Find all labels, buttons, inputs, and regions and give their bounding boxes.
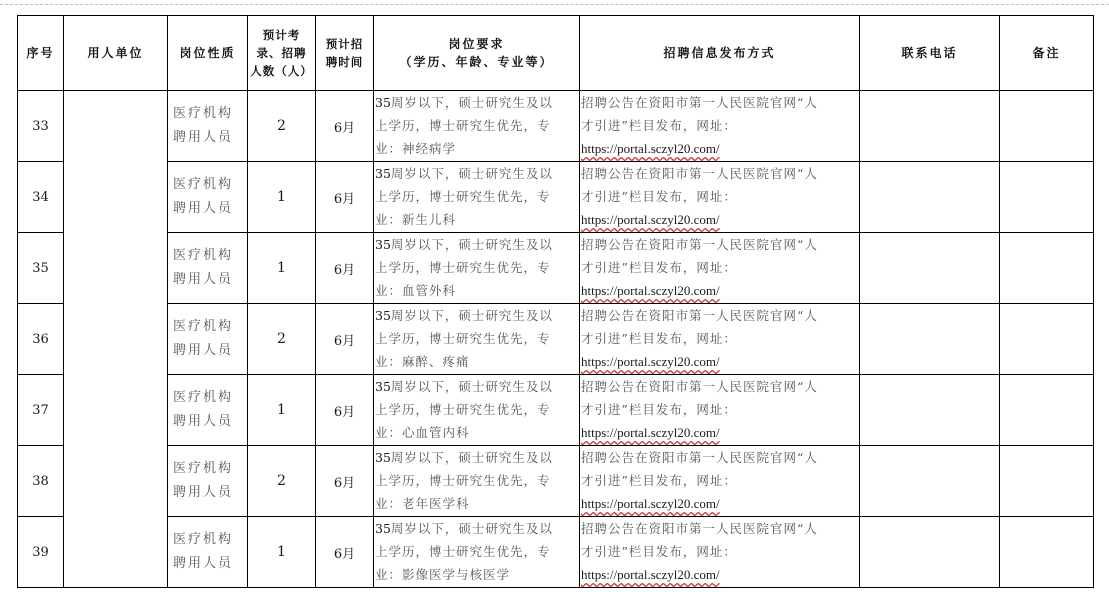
req-line: 业：麻醉、疼痛 — [375, 354, 470, 369]
req-line: 上学历，博士研究生优先，专 — [375, 118, 551, 133]
req-text: 周岁以下，硕士研究生及以 — [390, 521, 553, 536]
row-count: 2 — [248, 91, 316, 162]
portal-url-link[interactable]: https://portal.sczyl20.com/ — [581, 212, 720, 227]
table-row — [18, 91, 1094, 162]
req-text: 周岁以下，硕士研究生及以 — [390, 308, 553, 323]
row-seq: 38 — [18, 446, 64, 517]
header-time-line: 预计招 — [325, 37, 364, 51]
req-text: 周岁以下，硕士研究生及以 — [390, 166, 553, 181]
row-count: 1 — [248, 517, 316, 588]
table-row — [18, 304, 1094, 375]
pub-line: 招聘公告在资阳市第一人民医院官网“人 — [581, 95, 818, 110]
row-remark — [1000, 375, 1094, 446]
req-age: 35 — [375, 95, 391, 110]
req-line: 上学历，博士研究生优先，专 — [375, 260, 551, 275]
row-nature — [168, 233, 248, 304]
row-nature — [168, 304, 248, 375]
employer-cell — [64, 91, 168, 588]
row-remark — [1000, 517, 1094, 588]
row-time: 6月 — [316, 233, 374, 304]
row-phone — [860, 304, 1000, 375]
req-line: 上学历，博士研究生优先，专 — [375, 473, 551, 488]
table-row — [18, 233, 1094, 304]
pub-line: 招聘公告在资阳市第一人民医院官网“人 — [581, 166, 818, 181]
req-line — [375, 91, 579, 114]
nature-line: 聘用人员 — [173, 130, 234, 145]
row-publish — [580, 375, 860, 446]
row-time: 6月 — [316, 304, 374, 375]
header-count — [248, 16, 316, 91]
row-remark — [1000, 91, 1094, 162]
req-age: 35 — [375, 450, 391, 465]
row-publish — [580, 304, 860, 375]
row-requirements — [374, 375, 580, 446]
req-line: 上学历，博士研究生优先，专 — [375, 189, 551, 204]
row-count: 1 — [248, 375, 316, 446]
row-nature — [168, 375, 248, 446]
req-line: 上学历，博士研究生优先，专 — [375, 402, 551, 417]
table-row — [18, 517, 1094, 588]
page-margin-guide — [0, 4, 1109, 5]
req-line — [375, 375, 579, 398]
pub-line: 招聘公告在资阳市第一人民医院官网“人 — [581, 379, 818, 394]
header-nature: 岗位性质 — [168, 16, 248, 91]
row-requirements — [374, 304, 580, 375]
row-nature — [168, 446, 248, 517]
req-text: 周岁以下，硕士研究生及以 — [390, 379, 553, 394]
nature-line: 医疗机构 — [173, 390, 234, 405]
row-seq: 33 — [18, 91, 64, 162]
header-seq: 序号 — [18, 16, 64, 91]
row-count: 2 — [248, 304, 316, 375]
nature-line: 聘用人员 — [173, 343, 234, 358]
pub-line: 招聘公告在资阳市第一人民医院官网“人 — [581, 237, 818, 252]
row-count: 2 — [248, 446, 316, 517]
row-seq: 39 — [18, 517, 64, 588]
req-age: 35 — [375, 166, 391, 181]
table-row — [18, 446, 1094, 517]
row-phone — [860, 446, 1000, 517]
header-time-line: 聘时间 — [325, 55, 364, 69]
req-age: 35 — [375, 308, 391, 323]
row-requirements — [374, 91, 580, 162]
row-nature — [168, 517, 248, 588]
nature-line: 医疗机构 — [173, 461, 234, 476]
row-remark — [1000, 446, 1094, 517]
row-requirements — [374, 446, 580, 517]
req-line: 业：老年医学科 — [375, 496, 470, 511]
pub-line: 才引进”栏目发布，网址： — [581, 473, 737, 488]
row-requirements — [374, 517, 580, 588]
nature-line: 医疗机构 — [173, 532, 234, 547]
row-time: 6月 — [316, 91, 374, 162]
nature-line: 聘用人员 — [173, 485, 234, 500]
row-time: 6月 — [316, 375, 374, 446]
pub-line: 才引进”栏目发布，网址： — [581, 544, 737, 559]
nature-line: 医疗机构 — [173, 106, 234, 121]
req-line: 业：新生儿科 — [375, 212, 457, 227]
pub-line: 才引进”栏目发布，网址： — [581, 260, 737, 275]
portal-url-link[interactable]: https://portal.sczyl20.com/ — [581, 496, 720, 511]
row-publish — [580, 91, 860, 162]
header-phone: 联系电话 — [860, 16, 1000, 91]
pub-line: 才引进”栏目发布，网址： — [581, 402, 737, 417]
pub-line: 招聘公告在资阳市第一人民医院官网“人 — [581, 521, 818, 536]
req-age: 35 — [375, 379, 391, 394]
row-phone — [860, 91, 1000, 162]
header-row — [18, 16, 1094, 91]
portal-url-link[interactable]: https://portal.sczyl20.com/ — [581, 567, 720, 582]
row-time: 6月 — [316, 446, 374, 517]
req-line: 业：血管外科 — [375, 283, 457, 298]
req-line: 业：神经病学 — [375, 141, 457, 156]
pub-line: 才引进”栏目发布，网址： — [581, 331, 737, 346]
req-line — [375, 517, 579, 540]
header-time — [316, 16, 374, 91]
req-line — [375, 446, 579, 469]
row-nature — [168, 162, 248, 233]
portal-url-link[interactable]: https://portal.sczyl20.com/ — [581, 141, 720, 156]
table-row — [18, 162, 1094, 233]
pub-line: 才引进”栏目发布，网址： — [581, 118, 737, 133]
row-time: 6月 — [316, 517, 374, 588]
row-phone — [860, 233, 1000, 304]
table-body — [18, 91, 1094, 588]
nature-line: 医疗机构 — [173, 177, 234, 192]
header-requirements — [374, 16, 580, 91]
req-line: 业：影像医学与核医学 — [375, 567, 511, 582]
nature-line: 医疗机构 — [173, 248, 234, 263]
table-row — [18, 375, 1094, 446]
row-nature — [168, 91, 248, 162]
header-requirements-line: （学历、年龄、专业等） — [399, 55, 554, 69]
req-line — [375, 162, 579, 185]
nature-line: 聘用人员 — [173, 556, 234, 571]
portal-url-link[interactable]: https://portal.sczyl20.com/ — [581, 425, 720, 440]
row-remark — [1000, 162, 1094, 233]
row-phone — [860, 375, 1000, 446]
recruitment-table — [17, 15, 1094, 588]
header-count-line: 录、招聘 — [256, 46, 307, 60]
req-line: 业：心血管内科 — [375, 425, 470, 440]
header-remark: 备注 — [1000, 16, 1094, 91]
row-publish — [580, 517, 860, 588]
header-employer: 用人单位 — [64, 16, 168, 91]
req-text: 周岁以下，硕士研究生及以 — [390, 95, 553, 110]
req-line — [375, 233, 579, 256]
portal-url-link[interactable]: https://portal.sczyl20.com/ — [581, 354, 720, 369]
row-seq: 36 — [18, 304, 64, 375]
row-publish — [580, 446, 860, 517]
row-requirements — [374, 162, 580, 233]
pub-line: 才引进”栏目发布，网址： — [581, 189, 737, 204]
row-remark — [1000, 304, 1094, 375]
header-count-line: 人数（人） — [250, 64, 313, 78]
pub-line: 招聘公告在资阳市第一人民医院官网“人 — [581, 450, 818, 465]
portal-url-link[interactable]: https://portal.sczyl20.com/ — [581, 283, 720, 298]
row-count: 1 — [248, 233, 316, 304]
row-publish — [580, 233, 860, 304]
row-publish — [580, 162, 860, 233]
nature-line: 聘用人员 — [173, 201, 234, 216]
row-count: 1 — [248, 162, 316, 233]
row-time: 6月 — [316, 162, 374, 233]
nature-line: 聘用人员 — [173, 272, 234, 287]
row-seq: 34 — [18, 162, 64, 233]
nature-line: 医疗机构 — [173, 319, 234, 334]
row-requirements — [374, 233, 580, 304]
row-seq: 35 — [18, 233, 64, 304]
req-age: 35 — [375, 521, 391, 536]
header-requirements-line: 岗位要求 — [448, 37, 505, 51]
row-phone — [860, 517, 1000, 588]
pub-line: 招聘公告在资阳市第一人民医院官网“人 — [581, 308, 818, 323]
req-line — [375, 304, 579, 327]
row-seq: 37 — [18, 375, 64, 446]
req-line: 上学历，博士研究生优先，专 — [375, 544, 551, 559]
req-text: 周岁以下，硕士研究生及以 — [390, 237, 553, 252]
header-publish: 招聘信息发布方式 — [580, 16, 860, 91]
row-remark — [1000, 233, 1094, 304]
req-line: 上学历，博士研究生优先，专 — [375, 331, 551, 346]
row-phone — [860, 162, 1000, 233]
req-age: 35 — [375, 237, 391, 252]
header-count-line: 预计考 — [262, 28, 301, 42]
req-text: 周岁以下，硕士研究生及以 — [390, 450, 553, 465]
nature-line: 聘用人员 — [173, 414, 234, 429]
